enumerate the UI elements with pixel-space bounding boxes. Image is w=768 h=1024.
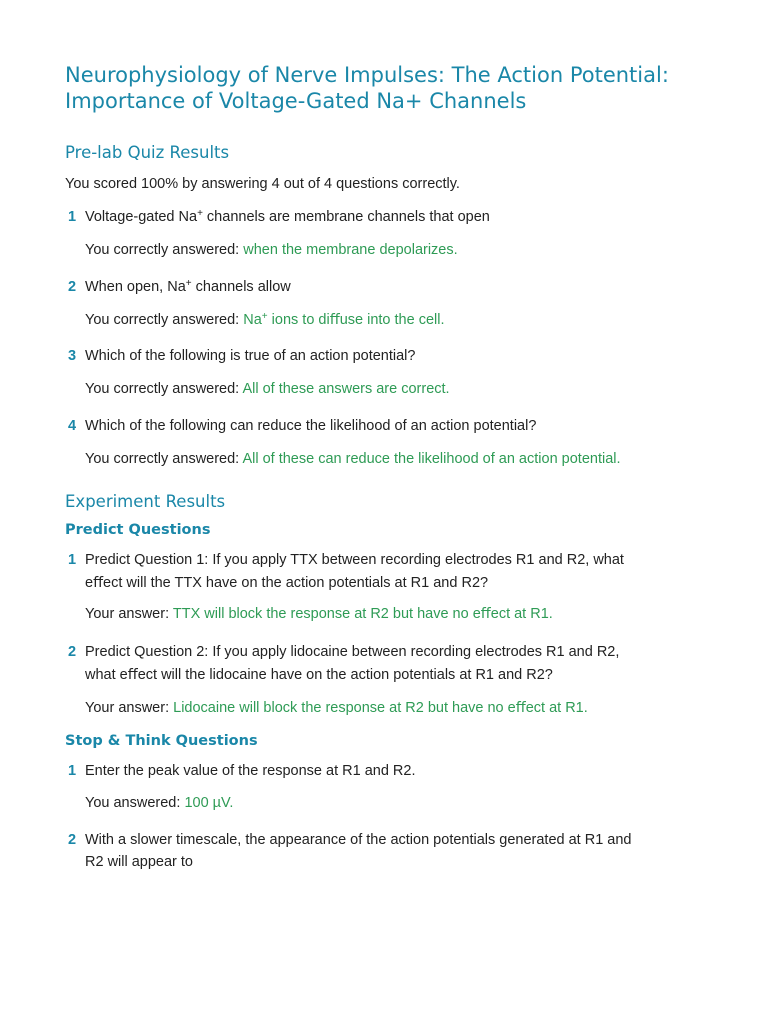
prelab-q3-number: 3 — [68, 348, 77, 364]
stop-think-q2-line1: With a slower timescale, the appearance of the action potentials generated at R1 and — [85, 832, 632, 848]
prelab-q3-answer: You correctly answered: All of these answers are correct. — [85, 381, 450, 397]
stop-think-q2-line2: R2 will appear to — [85, 854, 193, 870]
stop-think-q1-answer: You answered: 100 µV. — [85, 795, 234, 811]
prelab-q1-number: 1 — [68, 209, 77, 225]
prelab-q4-question: Which of the following can reduce the likelihood of an action potential? — [85, 418, 537, 434]
predict-q2-number: 2 — [68, 644, 77, 660]
prelab-q2-answer: You correctly answered: Na+ ions to diﬀuse into the cell. — [85, 311, 445, 328]
stop-think-q2-number: 2 — [68, 832, 77, 848]
stop-think-heading: Stop & Think Questions — [65, 733, 258, 749]
prelab-q2-question: When open, Na+ channels allow — [85, 278, 291, 295]
prelab-heading: Pre-lab Quiz Results — [65, 143, 230, 162]
predict-q2-line1: Predict Question 2: If you apply lidocaine between recording electrodes R1 and R2, — [85, 644, 620, 660]
prelab-q2-number: 2 — [68, 279, 77, 295]
predict-q1-answer: Your answer: TTX will block the response at R2 but have no eﬀect at R1. — [85, 606, 553, 622]
predict-q1-line2: eﬀect will the TTX have on the action potentials at R1 and R2? — [85, 575, 489, 591]
prelab-score-summary: You scored 100% by answering 4 out of 4 questions correctly. — [65, 176, 460, 192]
predict-q2-line2: what eﬀect will the lidocaine have on the action potentials at R1 and R2? — [85, 667, 553, 683]
prelab-q1-question: Voltage-gated Na+ channels are membrane channels that open — [85, 208, 490, 225]
stop-think-q1-question: Enter the peak value of the response at R1 and R2. — [85, 763, 416, 779]
predict-q2-answer: Your answer: Lidocaine will block the response at R2 but have no eﬀect at R1. — [85, 700, 588, 716]
stop-think-q1-number: 1 — [68, 763, 77, 779]
predict-q1-number: 1 — [68, 552, 77, 568]
prelab-q4-answer: You correctly answered: All of these can reduce the likelihood of an action potential. — [85, 451, 621, 467]
predict-q1-line1: Predict Question 1: If you apply TTX between recording electrodes R1 and R2, what — [85, 552, 624, 568]
prelab-q3-question: Which of the following is true of an action potential? — [85, 348, 416, 364]
prelab-q1-answer: You correctly answered: when the membrane depolarizes. — [85, 242, 458, 258]
predict-heading: Predict Questions — [65, 522, 211, 538]
prelab-q4-number: 4 — [68, 418, 77, 434]
experiment-heading: Experiment Results — [65, 492, 226, 511]
page-title: Neurophysiology of Nerve Impulses: The Action Potential: Importance of Voltage-Gated Na+ Channels — [65, 63, 669, 113]
